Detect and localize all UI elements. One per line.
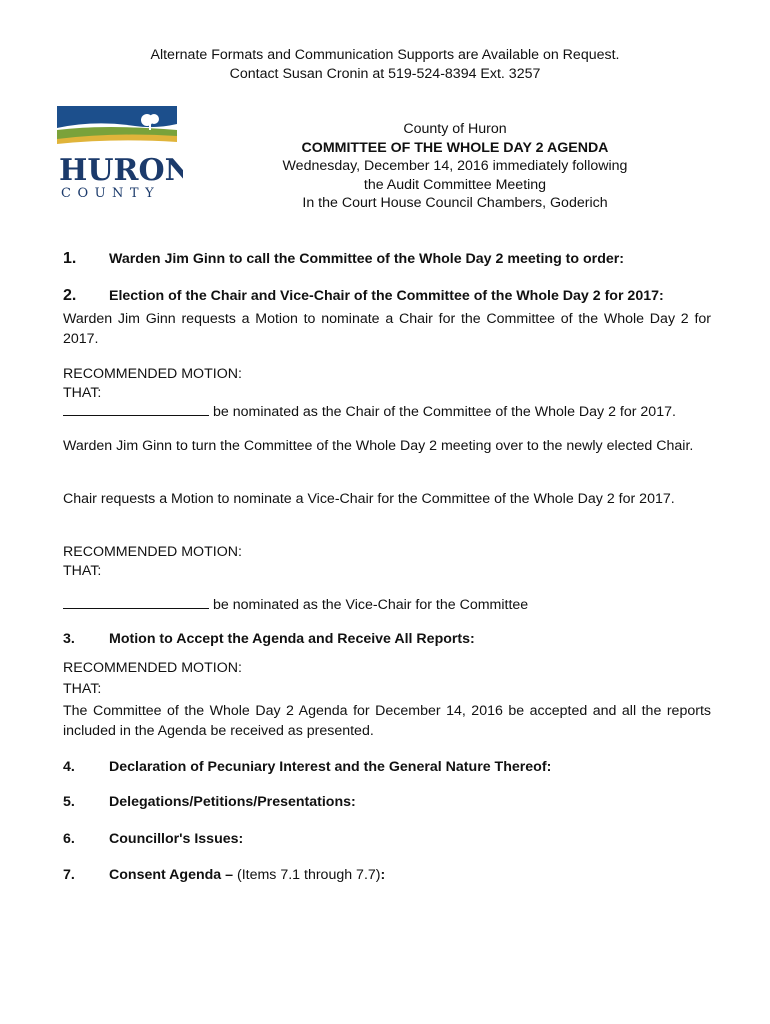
logo-word-county: COUNTY bbox=[61, 186, 161, 201]
item-4-number: 4. bbox=[63, 759, 75, 775]
vice-chair-motion-text: be nominated as the Vice-Chair for the Committee bbox=[213, 597, 529, 613]
vice-chair-name-blank[interactable] bbox=[63, 596, 209, 609]
accessibility-note bbox=[0, 46, 770, 84]
item-5-number: 5. bbox=[63, 794, 75, 810]
accessibility-line-1: Alternate Formats and Communication Supports are Available on Request. bbox=[150, 47, 620, 63]
item-2-turn-over: Warden Jim Ginn to turn the Committee of the Whole Day 2 meeting over to the newly elected Chair. bbox=[63, 438, 694, 454]
item-7-heading bbox=[109, 867, 385, 883]
item-2-number: 2. bbox=[63, 287, 77, 304]
meeting-location: In the Court House Council Chambers, Goderich bbox=[302, 195, 608, 211]
item-2-vice-chair-request: Chair requests a Motion to nominate a Vice-Chair for the Committee of the Whole Day 2 for 2017. bbox=[63, 491, 675, 507]
item-2-that: THAT: bbox=[63, 385, 102, 401]
chair-motion-text: be nominated as the Chair of the Committee of the Whole Day 2 for 2017. bbox=[213, 404, 676, 420]
item-2-chair-request: Warden Jim Ginn requests a Motion to nominate a Chair for the Committee of the Whole Day 2 for 2017. bbox=[63, 311, 711, 347]
item-7-colon: : bbox=[380, 867, 386, 883]
item-2-motion-label: RECOMMENDED MOTION: bbox=[63, 366, 242, 382]
item-2-chair-motion bbox=[63, 403, 676, 420]
item-3-heading: Motion to Accept the Agenda and Receive All Reports: bbox=[109, 631, 475, 647]
item-2-heading: Election of the Chair and Vice-Chair of the Committee of the Whole Day 2 for 2017: bbox=[109, 288, 664, 304]
item-1-heading: Warden Jim Ginn to call the Committee of the Whole Day 2 meeting to order: bbox=[109, 251, 625, 267]
agenda-title: COMMITTEE OF THE WHOLE DAY 2 AGENDA bbox=[301, 139, 609, 156]
item-6-heading: Councillor's Issues: bbox=[109, 831, 244, 847]
meeting-following: the Audit Committee Meeting bbox=[363, 176, 547, 193]
item-7-title: Consent Agenda – bbox=[109, 867, 234, 883]
huron-county-logo-graphic bbox=[55, 106, 183, 202]
item-5-heading: Delegations/Petitions/Presentations: bbox=[109, 794, 356, 810]
item-7-number: 7. bbox=[63, 867, 75, 883]
contact-line: Contact Susan Cronin at 519-524-8394 Ext. 3257 bbox=[229, 66, 541, 82]
item-7-range: (Items 7.1 through 7.7) bbox=[236, 867, 381, 883]
item-3-number: 3. bbox=[63, 631, 75, 647]
huron-county-logo bbox=[55, 106, 183, 202]
item-2-vice-chair-motion bbox=[63, 596, 528, 613]
item-3-motion-body: The Committee of the Whole Day 2 Agenda for December 14, 2016 be accepted and all the reports included in the Agenda be received as presented. bbox=[63, 703, 711, 739]
item-6-number: 6. bbox=[63, 831, 75, 847]
item-3-that: THAT: bbox=[63, 681, 102, 697]
county-name: County of Huron bbox=[403, 121, 507, 137]
logo-word-huron: HURON bbox=[59, 153, 183, 188]
agenda-title-block bbox=[270, 120, 640, 213]
chair-name-blank[interactable] bbox=[63, 403, 209, 416]
item-1-number: 1. bbox=[63, 250, 77, 267]
item-4-heading: Declaration of Pecuniary Interest and the General Nature Thereof: bbox=[109, 759, 552, 775]
item-2-that-2: THAT: bbox=[63, 563, 102, 579]
item-2-motion-label-2: RECOMMENDED MOTION: bbox=[63, 544, 242, 560]
meeting-date: Wednesday, December 14, 2016 immediately following bbox=[282, 158, 628, 174]
item-3-motion-label: RECOMMENDED MOTION: bbox=[63, 660, 242, 676]
